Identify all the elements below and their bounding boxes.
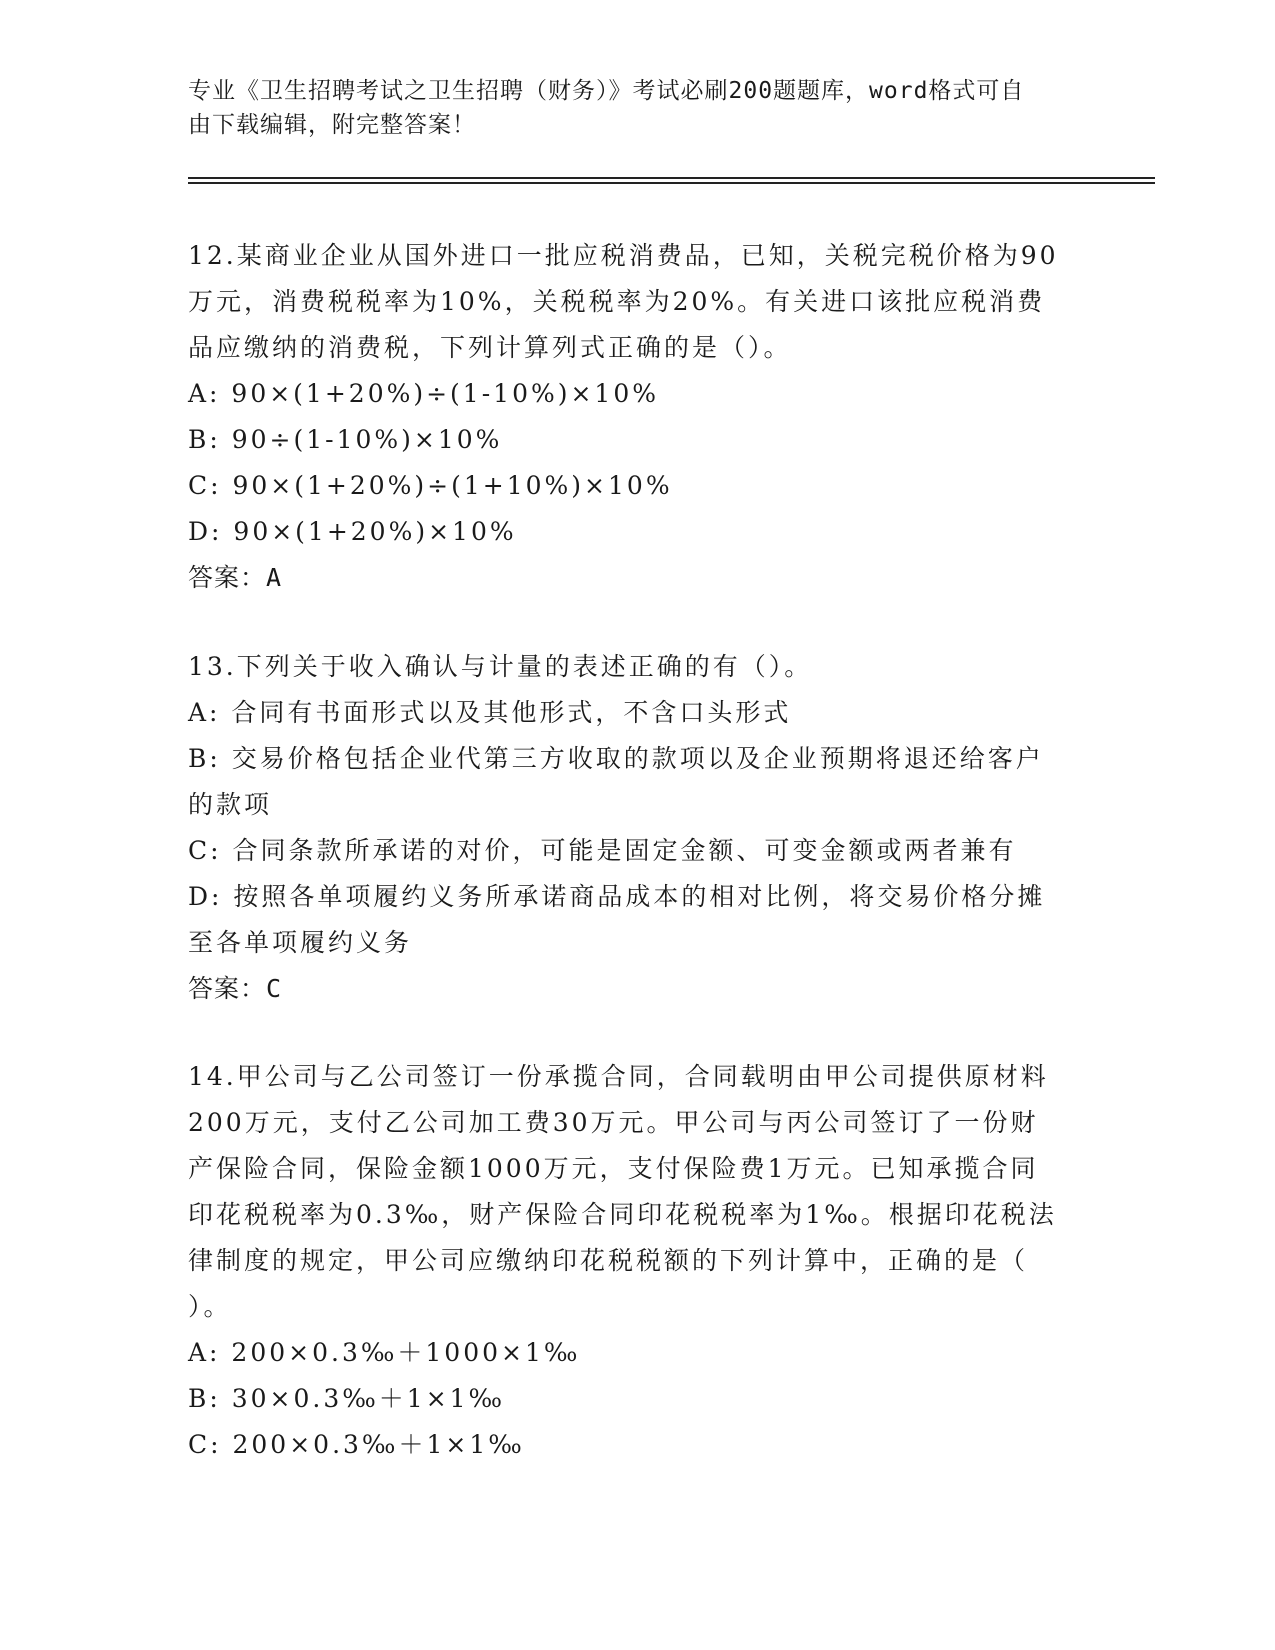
option-d: D: 90×(1+20%)×10% — [188, 517, 517, 546]
question-12 — [188, 233, 1088, 601]
header-divider-bottom — [188, 182, 1155, 184]
header-divider-top — [188, 177, 1155, 179]
question-text: 200万元，支付乙公司加工费30万元。甲公司与丙公司签订了一份财 — [188, 1108, 1039, 1137]
question-text: 14.甲公司与乙公司签订一份承揽合同，合同载明由甲公司提供原材料 — [188, 1062, 1049, 1091]
option-c: C: 200×0.3‰＋1×1‰ — [188, 1430, 525, 1459]
question-text: 13.下列关于收入确认与计量的表述正确的有（）。 — [188, 652, 813, 681]
question-text: 12.某商业企业从国外进口一批应税消费品，已知，关税完税价格为90 — [188, 241, 1059, 270]
option-b: B: 90÷(1-10%)×10% — [188, 425, 503, 454]
header-title-line-1: 专业《卫生招聘考试之卫生招聘（财务）》考试必刷200题题库，word格式可自 — [188, 78, 1025, 104]
option-a: A: 200×0.3‰＋1000×1‰ — [188, 1338, 581, 1367]
question-text: ）。 — [188, 1292, 232, 1321]
option-b: B: 30×0.3‰＋1×1‰ — [188, 1384, 506, 1413]
question-text: 产保险合同，保险金额1000万元，支付保险费1万元。已知承揽合同 — [188, 1154, 1039, 1183]
option-a: A: 90×(1+20%)÷(1-10%)×10% — [188, 379, 659, 408]
option-d-continued: 至各单项履约义务 — [188, 928, 413, 957]
option-d: D: 按照各单项履约义务所承诺商品成本的相对比例，将交易价格分摊 — [188, 882, 1046, 911]
option-b-continued: 的款项 — [188, 790, 273, 819]
question-13 — [188, 644, 1088, 1012]
answer: 答案：C — [188, 974, 283, 1003]
option-c: C: 合同条款所承诺的对价，可能是固定金额、可变金额或两者兼有 — [188, 836, 1017, 865]
header-title-line-2: 由下载编辑，附完整答案！ — [188, 112, 476, 138]
answer: 答案：A — [188, 563, 283, 592]
option-a: A: 合同有书面形式以及其他形式，不含口头形式 — [188, 698, 792, 727]
question-text: 万元，消费税税率为10%，关税税率为20%。有关进口该批应税消费 — [188, 287, 1046, 316]
question-text: 律制度的规定，甲公司应缴纳印花税税额的下列计算中，正确的是（ — [188, 1246, 1029, 1275]
option-b: B: 交易价格包括企业代第三方收取的款项以及企业预期将退还给客户 — [188, 744, 1044, 773]
document-header — [188, 74, 1088, 142]
question-14 — [188, 1054, 1088, 1468]
question-text: 印花税税率为0.3‰，财产保险合同印花税税率为1‰。根据印花税法 — [188, 1200, 1057, 1229]
option-c: C: 90×(1+20%)÷(1+10%)×10% — [188, 471, 673, 500]
question-text: 品应缴纳的消费税，下列计算列式正确的是（）。 — [188, 333, 792, 362]
